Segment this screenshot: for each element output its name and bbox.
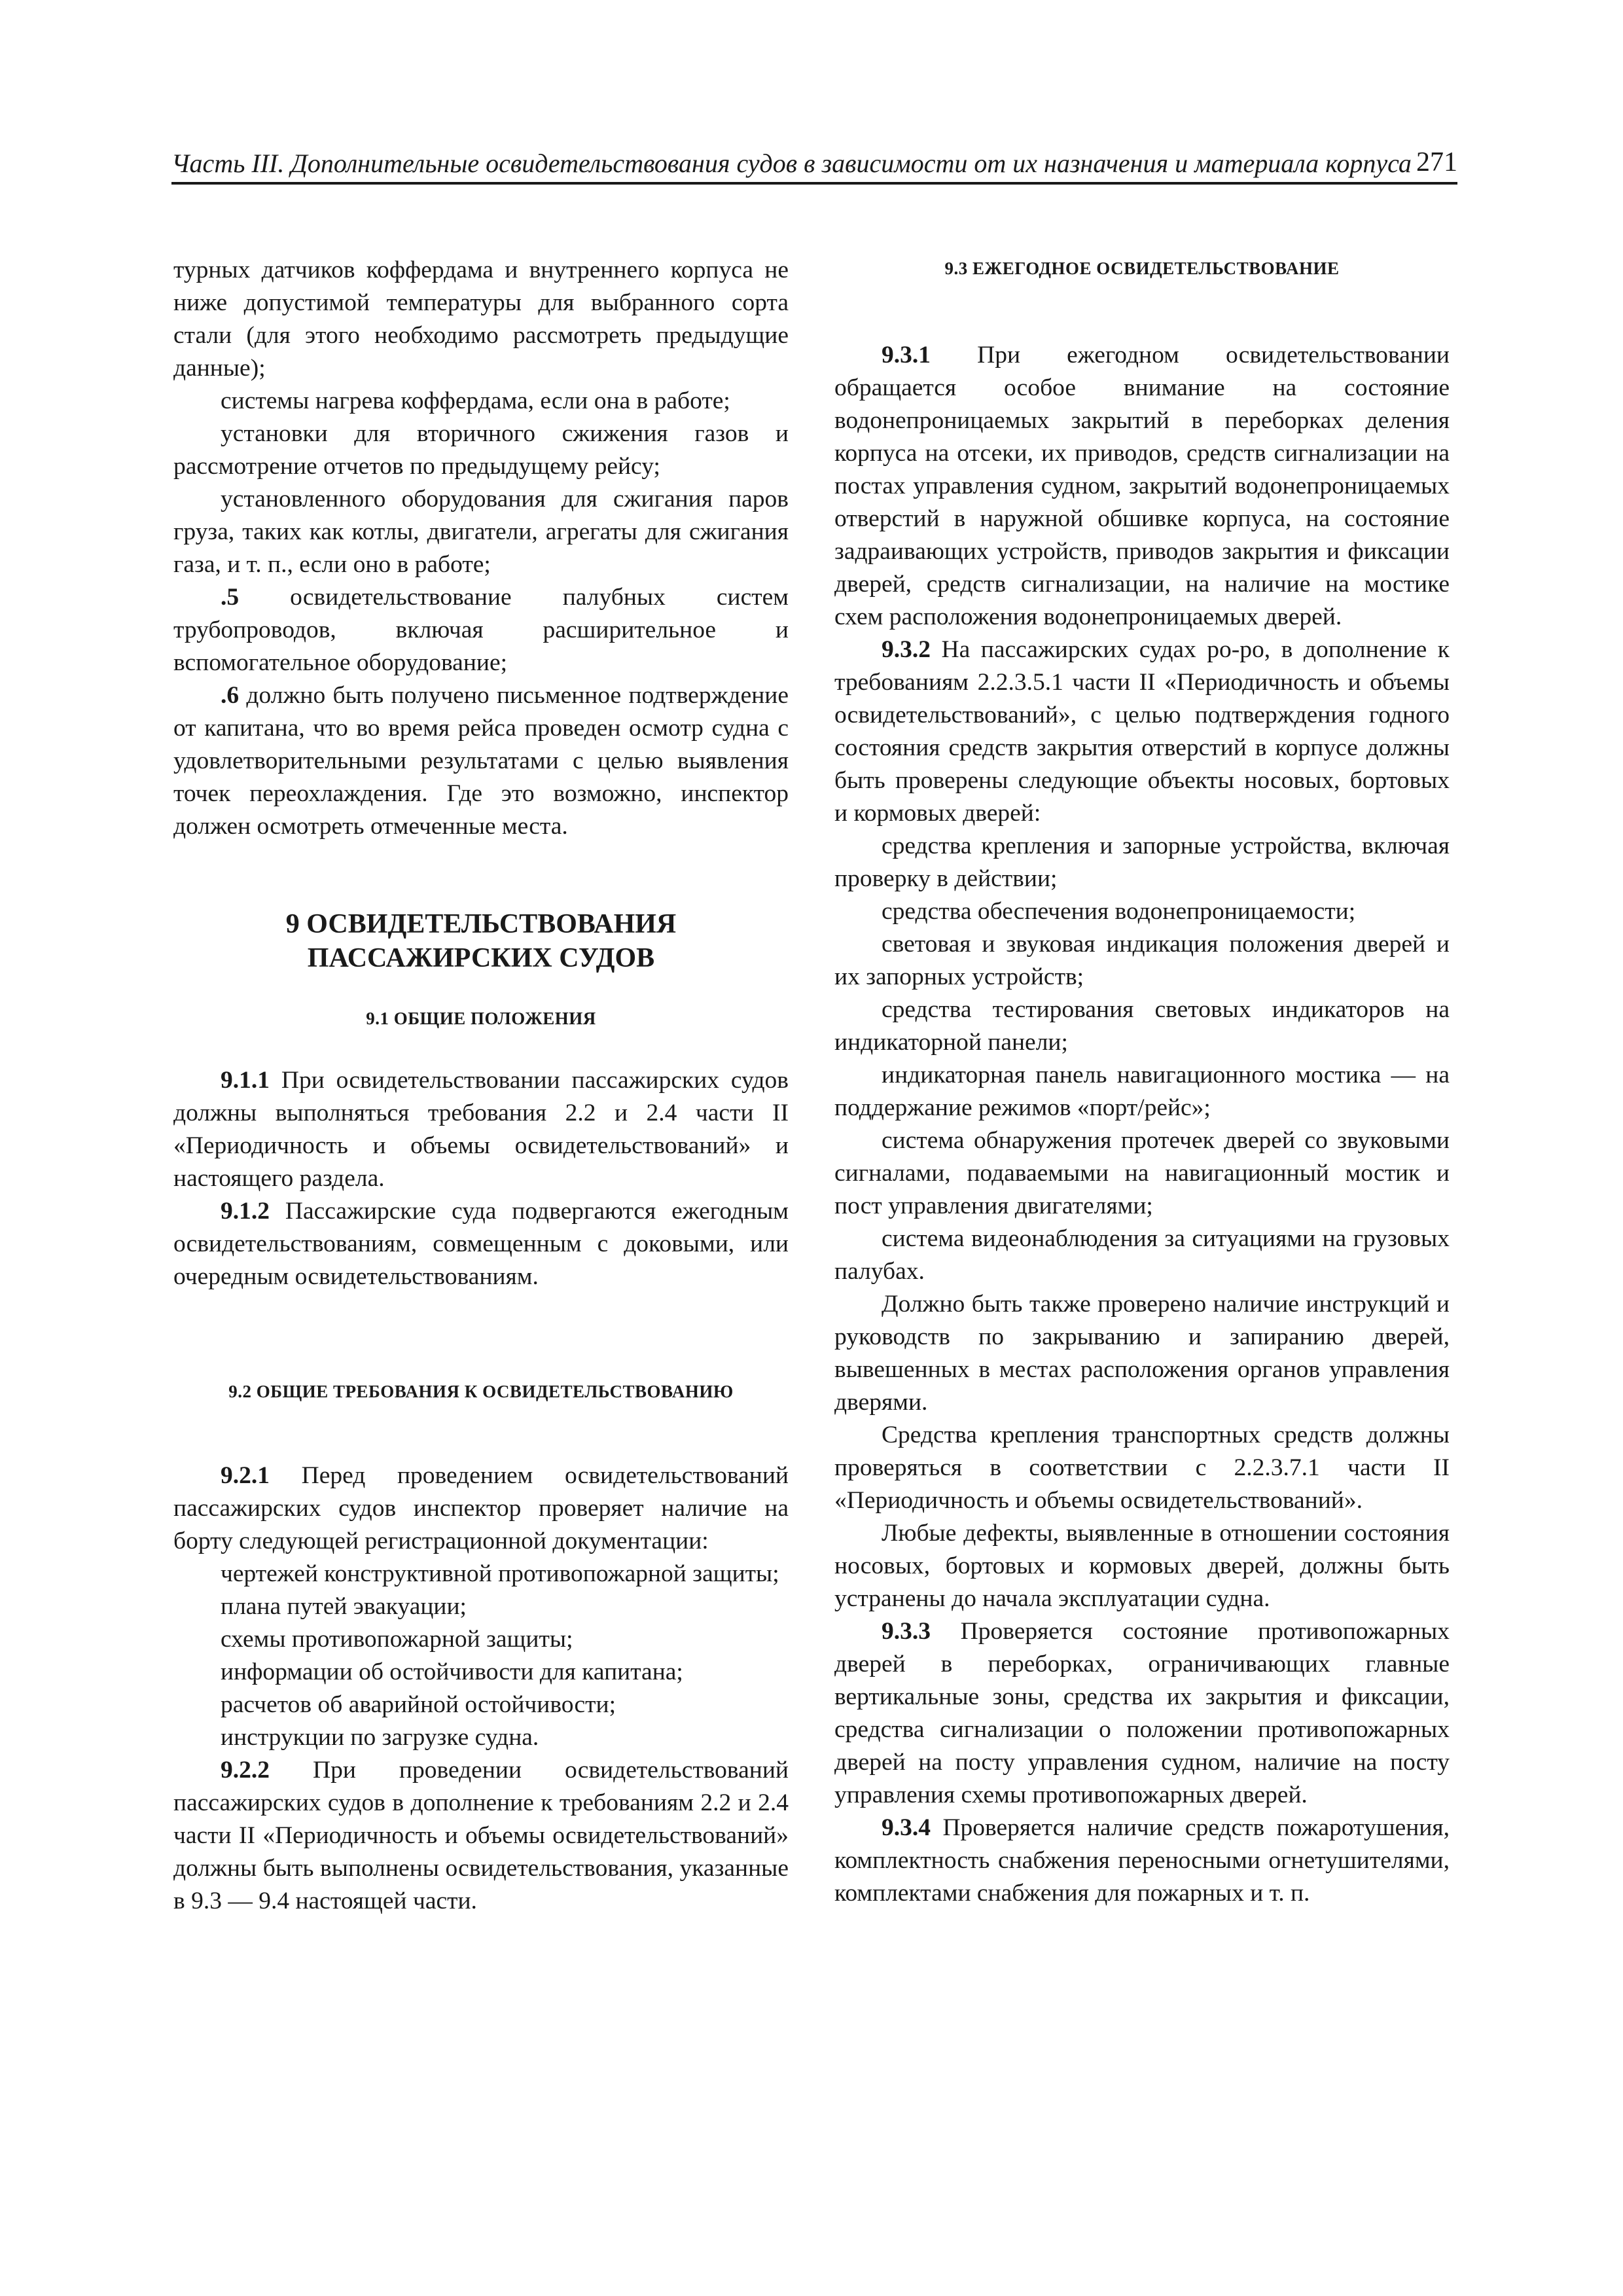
section-text: Пассажирские суда подвергаются ежегодным освидетельствованиям, совмещенным с доковыми, или очередным освидетельствованиям. xyxy=(173,1198,789,1290)
list-item: инструкции по загрузке судна. xyxy=(221,1724,539,1751)
paragraph: установленного оборудования для сжигания паров груза, таких как котлы, двигатели, агрегаты для сжигания газа, и т. п., если оно в работе; xyxy=(173,486,789,578)
list-item: чертежей конструктивной противопожарной защиты; xyxy=(221,1560,779,1587)
paragraph xyxy=(834,1812,1450,1910)
section-number: 9.3.4 xyxy=(882,1814,931,1841)
list-item: информации об остойчивости для капитана; xyxy=(221,1659,683,1685)
paragraph: Должно быть также проверено наличие инструкций и руководств по закрыванию и запиранию дверей, вывешенных в местах расположения органов управления дверями. xyxy=(834,1291,1450,1416)
section-text: Проверяется состояние противопожарных дверей в переборках, ограничивающих главные вертикальные зоны, средства их закрытия и фиксации, средства сигнализации о положении противопожарных дверей на посту управления судном, наличие на посту управления схемы противопожарных дверей. xyxy=(834,1618,1450,1808)
paragraph xyxy=(173,1195,789,1293)
list-item: система видеонаблюдения за ситуациями на грузовых палубах. xyxy=(834,1225,1450,1285)
item-number: .5 xyxy=(221,584,240,611)
chapter-title-line1: 9 ОСВИДЕТЕЛЬСТВОВАНИЯ xyxy=(285,909,677,939)
list-item: система обнаружения протечек дверей со звуковыми сигналами, подаваемыми на навигационный мостик и пост управления двигателями; xyxy=(834,1127,1450,1219)
left-column xyxy=(173,254,789,1918)
section-title-9-1: 9.1 ОБЩИЕ ПОЛОЖЕНИЯ xyxy=(366,1009,596,1028)
paragraph xyxy=(173,679,789,843)
paragraph xyxy=(834,1615,1450,1812)
section-text: Перед проведением освидетельствований пассажирских судов инспектор проверяет наличие на борту следующей регистрационной документации: xyxy=(173,1462,789,1554)
list-item: индикаторная панель навигационного мостика — на поддержание режимов «порт/рейс»; xyxy=(834,1062,1450,1121)
list-item: средства тестирования световых индикаторов на индикаторной панели; xyxy=(834,996,1450,1056)
paragraph xyxy=(834,339,1450,634)
section-number: 9.2.2 xyxy=(221,1757,270,1784)
section-number: 9.1.2 xyxy=(221,1198,270,1225)
section-title-9-2: 9.2 ОБЩИЕ ТРЕБОВАНИЯ К ОСВИДЕТЕЛЬСТВОВАНИЮ xyxy=(228,1382,734,1401)
list-item: плана путей эвакуации; xyxy=(221,1593,467,1620)
running-header xyxy=(171,145,1457,185)
list-item: средства крепления и запорные устройства, включая проверку в действии; xyxy=(834,833,1450,892)
paragraph xyxy=(834,634,1450,830)
item-number: .6 xyxy=(221,682,240,709)
section-text: При освидетельствовании пассажирских судов должны выполняться требования 2.2 и 2.4 части II «Периодичность и объемы освидетельствований» и настоящего раздела. xyxy=(173,1067,789,1192)
section-number: 9.3.3 xyxy=(882,1618,931,1645)
item-text: освидетельствование палубных систем трубопроводов, включая расширительное и вспомогательное оборудование; xyxy=(173,584,789,676)
paragraph: системы нагрева коффердама, если она в работе; xyxy=(221,387,730,414)
paragraph xyxy=(173,1754,789,1918)
chapter-title-line2: ПАССАЖИРСКИХ СУДОВ xyxy=(307,943,655,973)
section-text: Проверяется наличие средств пожаротушения, комплектность снабжения переносными огнетушителями, комплектами снабжения для пожарных и т. п. xyxy=(834,1814,1450,1907)
section-title-9-3: 9.3 ЕЖЕГОДНОЕ ОСВИДЕТЕЛЬСТВОВАНИЕ xyxy=(944,259,1340,278)
section-number: 9.1.1 xyxy=(221,1067,270,1094)
item-text: должно быть получено письменное подтверждение от капитана, что во время рейса проведен осмотр судна с удовлетворительными результатами с целью выявления точек переохлаждения. Где это возможно, инспектор должен осмотреть отмеченные места. xyxy=(173,682,789,840)
paragraph: турных датчиков коффердама и внутреннего корпуса не ниже допустимой температуры для выбранного сорта стали (для этого необходимо рассмотреть предыдущие данные); xyxy=(173,257,789,382)
paragraph: установки для вторичного сжижения газов и рассмотрение отчетов по предыдущему рейсу; xyxy=(173,420,789,480)
list-item: средства обеспечения водонепроницаемости; xyxy=(882,898,1356,925)
paragraph xyxy=(173,581,789,679)
paragraph xyxy=(173,1064,789,1195)
list-item: расчетов об аварийной остойчивости; xyxy=(221,1691,616,1718)
header-title: Часть III. Дополнительные освидетельствования судов в зависимости от их назначения и материала корпуса xyxy=(171,149,1412,178)
section-number: 9.3.2 xyxy=(882,636,931,663)
section-number: 9.2.1 xyxy=(221,1462,270,1489)
section-text: При проведении освидетельствований пассажирских судов в дополнение к требованиям 2.2 и 2.4 части II «Периодичность и объемы освидетельствований» должны быть выполнены освидетельствования, указанные в 9.3 — 9.4 настоящей части. xyxy=(173,1757,789,1914)
paragraph xyxy=(173,1460,789,1558)
section-text: При ежегодном освидетельствовании обращается особое внимание на состояние водонепроницаемых закрытий в переборках деления корпуса на отсеки, их приводов, средств сигнализации на постах управления судном, закрытий водонепроницаемых отверстий в наружной обшивке корпуса, на состояние задраивающих устройств, приводов закрытия и фиксации дверей, средств сигнализации, на наличие на мостике схем расположения водонепроницаемых дверей. xyxy=(834,342,1450,630)
section-number: 9.3.1 xyxy=(882,342,931,368)
page-number: 271 xyxy=(1416,147,1457,177)
list-item: схемы противопожарной защиты; xyxy=(221,1626,573,1653)
right-column xyxy=(834,254,1450,1910)
paragraph: Средства крепления транспортных средств должны проверяться в соответствии с 2.2.3.7.1 части II «Периодичность и объемы освидетельствований». xyxy=(834,1422,1450,1514)
list-item: световая и звуковая индикация положения дверей и их запорных устройств; xyxy=(834,931,1450,990)
section-text: На пассажирских судах ро-ро, в дополнение к требованиям 2.2.3.5.1 части II «Периодичность и объемы освидетельствований», с целью подтверждения годного состояния средств закрытия отверстий в корпусе должны быть проверены следующие объекты носовых, бортовых и кормовых дверей: xyxy=(834,636,1450,827)
paragraph: Любые дефекты, выявленные в отношении состояния носовых, бортовых и кормовых дверей, должны быть устранены до начала эксплуатации судна. xyxy=(834,1520,1450,1612)
